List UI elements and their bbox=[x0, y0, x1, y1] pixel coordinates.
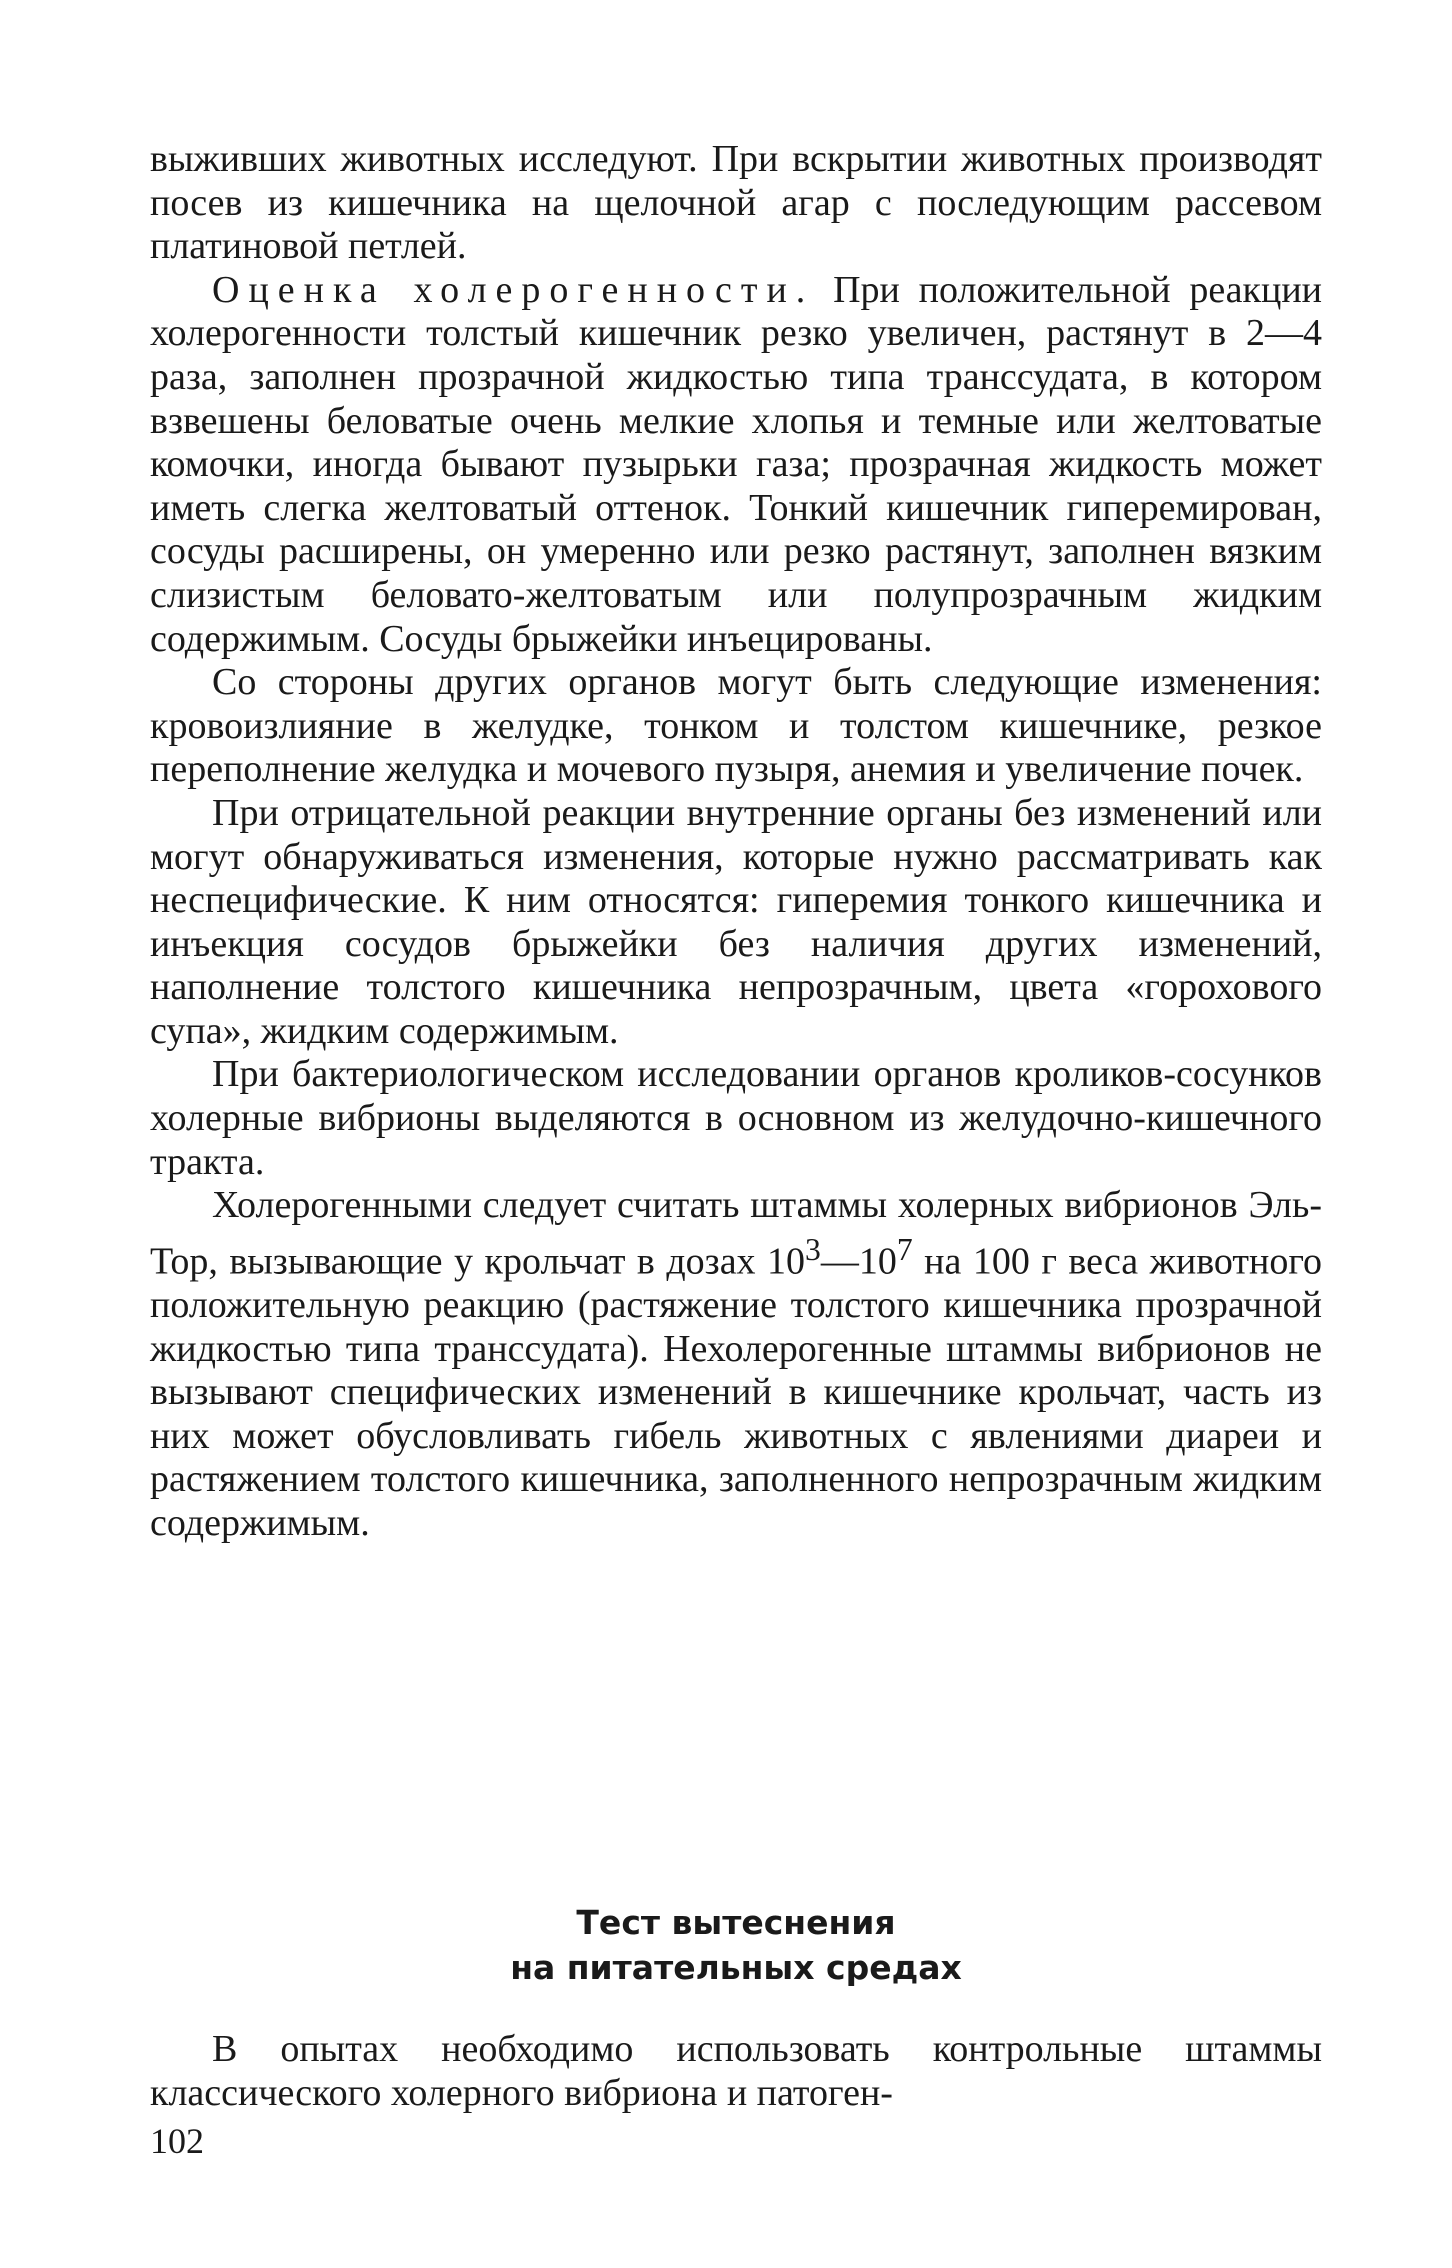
paragraph-bacteriological: При бактериологическом исследовании органов кроликов-сосунков холерные вибрионы выделяются в основном из желудочно-кишечного тракта. bbox=[150, 1053, 1322, 1183]
run-in-heading: Оценка холерогенности. bbox=[212, 268, 815, 311]
superscript: 7 bbox=[896, 1231, 913, 1267]
paragraph-continuation: выживших животных исследуют. При вскрытии животных производят посев из кишечника на щелочной агар с последующим рассевом платиновой петлей. bbox=[150, 138, 1322, 268]
text-run: —10 bbox=[820, 1240, 897, 1283]
paragraph-section-intro: В опытах необходимо использовать контрольные штаммы классического холерного вибриона и патоген- bbox=[150, 2028, 1322, 2114]
text-run: Холерогенными следует считать штаммы холерных вибрионов Эль-Тор, вызывающие у крольчат в дозах 10 bbox=[150, 1184, 1322, 1283]
paragraph-cholerogenic-strains bbox=[150, 1184, 1322, 1545]
body-text bbox=[150, 138, 1322, 1546]
paragraph-other-organs: Со стороны других органов могут быть следующие изменения: кровоизлияние в желудке, тонком и толстом кишечнике, резкое переполнение желудка и мочевого пузыря, анемия и увеличение почек. bbox=[150, 661, 1322, 791]
section-heading-line-1: Тест вытеснения bbox=[576, 1903, 896, 1942]
section-heading-line-2: на питательных средах bbox=[510, 1948, 962, 1987]
superscript: 3 bbox=[805, 1231, 821, 1267]
section-body bbox=[150, 2028, 1322, 2115]
paragraph-text: При положительной реакции холерогенности толстый кишечник резко увеличен, растянут в 2—4 раза, заполнен прозрачной жидкостью типа транссудата, в котором взвешены беловатые очень мелкие хлопья и темные или желтоватые комочки, иногда бывают пузырьки газа; прозрачная жидкость может иметь слегка желтоватый оттенок. Тонкий кишечник гиперемирован, сосуды расширены, он умеренно или резко растянут, заполнен вязким слизистым беловато-желтоватым или полупрозрачным жидким содержимым. Сосуды брыжейки инъецированы. bbox=[150, 268, 1322, 660]
paragraph-negative-reaction: При отрицательной реакции внутренние органы без изменений или могут обнаруживаться изменения, которые нужно рассматривать как неспецифические. К ним относятся: гиперемия тонкого кишечника и инъекция сосудов брыжейки без наличия других изменений, наполнение толстого кишечника непрозрачным, цвета «горохового супа», жидким содержимым. bbox=[150, 791, 1322, 1052]
section-heading bbox=[150, 1900, 1322, 1990]
text-run: на 100 г веса животного положительную реакцию (растяжение толстого кишечника прозрачной жидкостью типа транссудата). Нехолерогенные штаммы вибрионов не вызывают специфических изменений в кишечнике крольчат, часть из них может обусловливать гибель животных с явлениями диареи и растяжением толстого кишечника, заполненного непрозрачным жидким содержимым. bbox=[150, 1240, 1322, 1545]
page-number: 102 bbox=[150, 2121, 204, 2161]
paragraph-cholerogenicity-assessment bbox=[150, 269, 1322, 661]
